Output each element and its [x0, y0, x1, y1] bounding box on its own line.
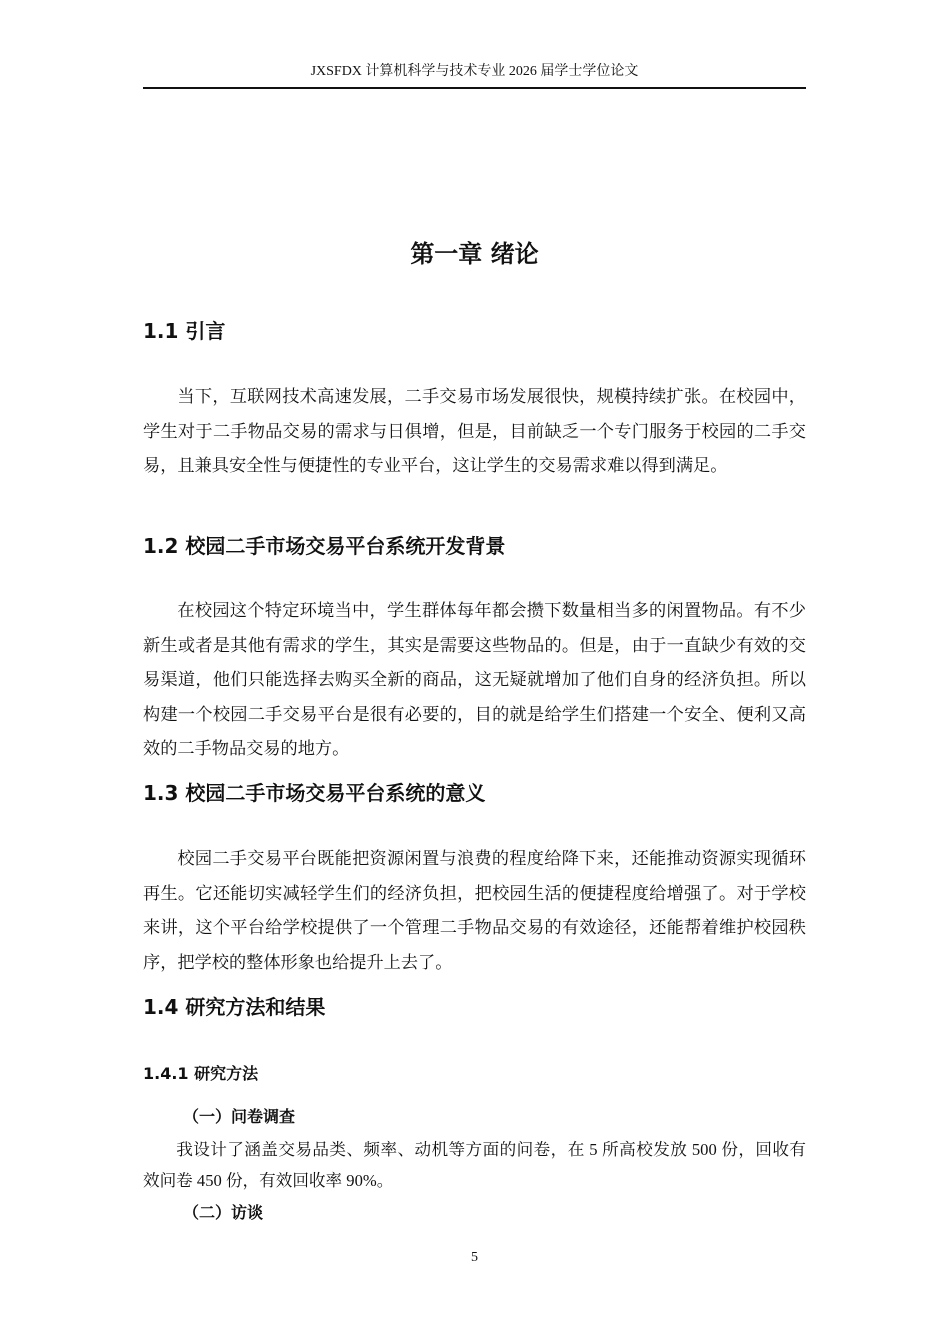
section-heading-1-3: 1.3 校园二手市场交易平台系统的意义 [143, 781, 486, 805]
paragraph-introduction: 当下，互联网技术高速发展，二手交易市场发展很快，规模持续扩张。在校园中，学生对于二手物品交易的需求与日俱增，但是，目前缺乏一个专门服务于校园的二手交易，且兼具安全性与便捷性的专业平台，这让学生的交易需求难以得到满足。 [143, 387, 806, 476]
page-number: 5 [471, 1250, 478, 1265]
item-heading-questionnaire: （一）问卷调查 [183, 1107, 296, 1126]
paragraph-significance: 校园二手交易平台既能把资源闲置与浪费的程度给降下来，还能推动资源实现循环再生。它还能切实减轻学生们的经济负担，把校园生活的便捷程度给增强了。对于学校来讲，这个平台给学校提供了一个管理二手物品交易的有效途径，还能帮着维护校园秩序，把学校的整体形象也给提升上去了。 [143, 849, 806, 973]
paragraph-questionnaire: 我设计了涵盖交易品类、频率、动机等方面的问卷，在 5 所高校发放 500 份，回收有效问卷 450 份，有效回收率 90%。 [143, 1140, 806, 1190]
chapter-title: 第一章 绪论 [410, 240, 539, 268]
section-heading-1-2: 1.2 校园二手市场交易平台系统开发背景 [143, 534, 506, 558]
section-heading-1-4: 1.4 研究方法和结果 [143, 995, 326, 1019]
subsection-heading-1-4-1: 1.4.1 研究方法 [143, 1064, 259, 1083]
item-heading-interview: （二）访谈 [183, 1203, 264, 1222]
header-rule [143, 87, 806, 89]
section-heading-1-1: 1.1 引言 [143, 319, 226, 343]
paragraph-background: 在校园这个特定环境当中，学生群体每年都会攒下数量相当多的闲置物品。有不少新生或者是其他有需求的学生，其实是需要这些物品的。但是，由于一直缺少有效的交易渠道，他们只能选择去购买全新的商品，这无疑就增加了他们自身的经济负担。所以构建一个校园二手交易平台是很有必要的，目的就是给学生们搭建一个安全、便利又高效的二手物品交易的地方。 [143, 601, 806, 759]
running-header: JXSFDX 计算机科学与技术专业 2026 届学士学位论文 [310, 64, 639, 79]
